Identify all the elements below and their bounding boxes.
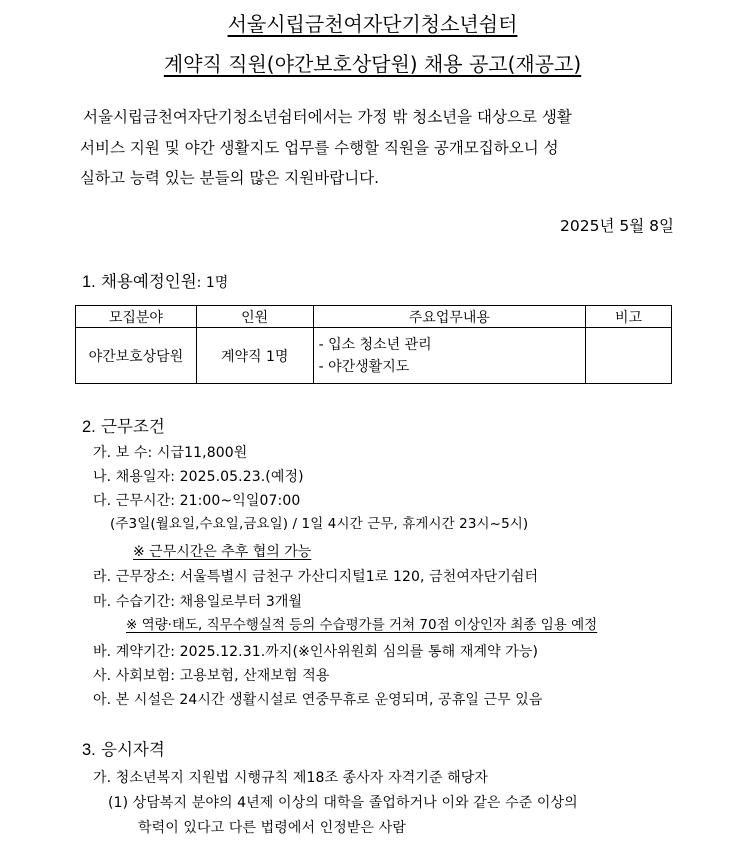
condition-insurance: 사. 사회보험: 고용보험, 산재보험 적용: [93, 668, 330, 684]
condition-location: 라. 근무장소: 서울특별시 금천구 가산디지털1로 120, 금천여자단기쉼터: [93, 569, 539, 585]
header-note: 비고: [586, 306, 672, 328]
intro-line-1: 서울시립금천여자단기청소년쉼터에서는 가정 밖 청소년을 대상으로 생활: [83, 108, 572, 126]
section-1-title: 채용예정인원: [101, 272, 197, 291]
section-3-number: 3.: [82, 741, 96, 759]
qualification-a: 가. 청소년복지 지원법 시행규칙 제18조 종사자 자격기준 해당자: [93, 770, 489, 786]
duty-item: - 입소 청소년 관리: [318, 336, 432, 353]
page-title: 서울시립금천여자단기청소년쉼터: [227, 12, 518, 36]
header-duties: 주요업무내용: [313, 306, 586, 328]
section-3-heading: [82, 742, 165, 759]
cell-duties: [313, 328, 586, 384]
page-subtitle: 계약직 직원(야간보호상담원) 채용 공고(재공고): [163, 52, 582, 76]
qualification-1-cont: 학력이 있다고 다른 법령에서 인정받은 사람: [138, 820, 406, 836]
section-2-heading: [82, 419, 165, 436]
header-count: 인원: [196, 306, 313, 328]
condition-probation-note: ※ 역량·태도, 직무수행실적 등의 수습평가를 거쳐 70점 이상인자 최종 임용 예정: [126, 617, 598, 633]
table-header-row: [76, 306, 672, 328]
condition-probation: 마. 수습기간: 채용일로부터 3개월: [93, 594, 303, 610]
condition-contract: 바. 계약기간: 2025.12.31.까지(※인사위원회 심의를 통해 재계약 가능): [93, 644, 539, 660]
header-field: 모집분야: [76, 306, 197, 328]
intro-line-2: 서비스 지원 및 야간 생활지도 업무를 수행할 직원을 공개모집하오니 성: [80, 139, 559, 157]
condition-facility: 아. 본 시설은 24시간 생활시설로 연중무휴로 운영되며, 공휴일 근무 있음: [93, 692, 543, 708]
section-2-number: 2.: [82, 418, 96, 436]
duty-item: - 야간생활지도: [318, 358, 410, 375]
condition-pay: 가. 보 수: 시급11,800원: [93, 445, 248, 461]
section-2-title: 근무조건: [101, 417, 165, 436]
section-1-heading: [82, 274, 228, 291]
condition-hours-note: ※ 근무시간은 추후 협의 가능: [133, 544, 312, 560]
section-1-number: 1.: [82, 273, 96, 291]
condition-hire-date: 나. 채용일자: 2025.05.23.(예정): [93, 469, 304, 485]
recruitment-table: [75, 305, 672, 384]
intro-line-3: 실하고 능력 있는 분들의 많은 지원바랍니다.: [80, 169, 380, 187]
cell-count: 계약직 1명: [196, 328, 313, 384]
cell-note: [586, 328, 672, 384]
section-1-value: : 1명: [196, 275, 229, 291]
condition-hours-detail: (주3일(월요일,수요일,금요일) / 1일 4시간 근무, 휴게시간 23시~5시): [110, 516, 529, 532]
section-3-title: 응시자격: [101, 740, 165, 759]
cell-field: 야간보호상담원: [76, 328, 197, 384]
announcement-date: 2025년 5월 8일: [560, 217, 674, 235]
table-row: [76, 328, 672, 384]
condition-hours: 다. 근무시간: 21:00~익일07:00: [93, 493, 301, 509]
qualification-1: (1) 상담복지 분야의 4년제 이상의 대학을 졸업하거나 이와 같은 수준 이상의: [108, 795, 578, 811]
